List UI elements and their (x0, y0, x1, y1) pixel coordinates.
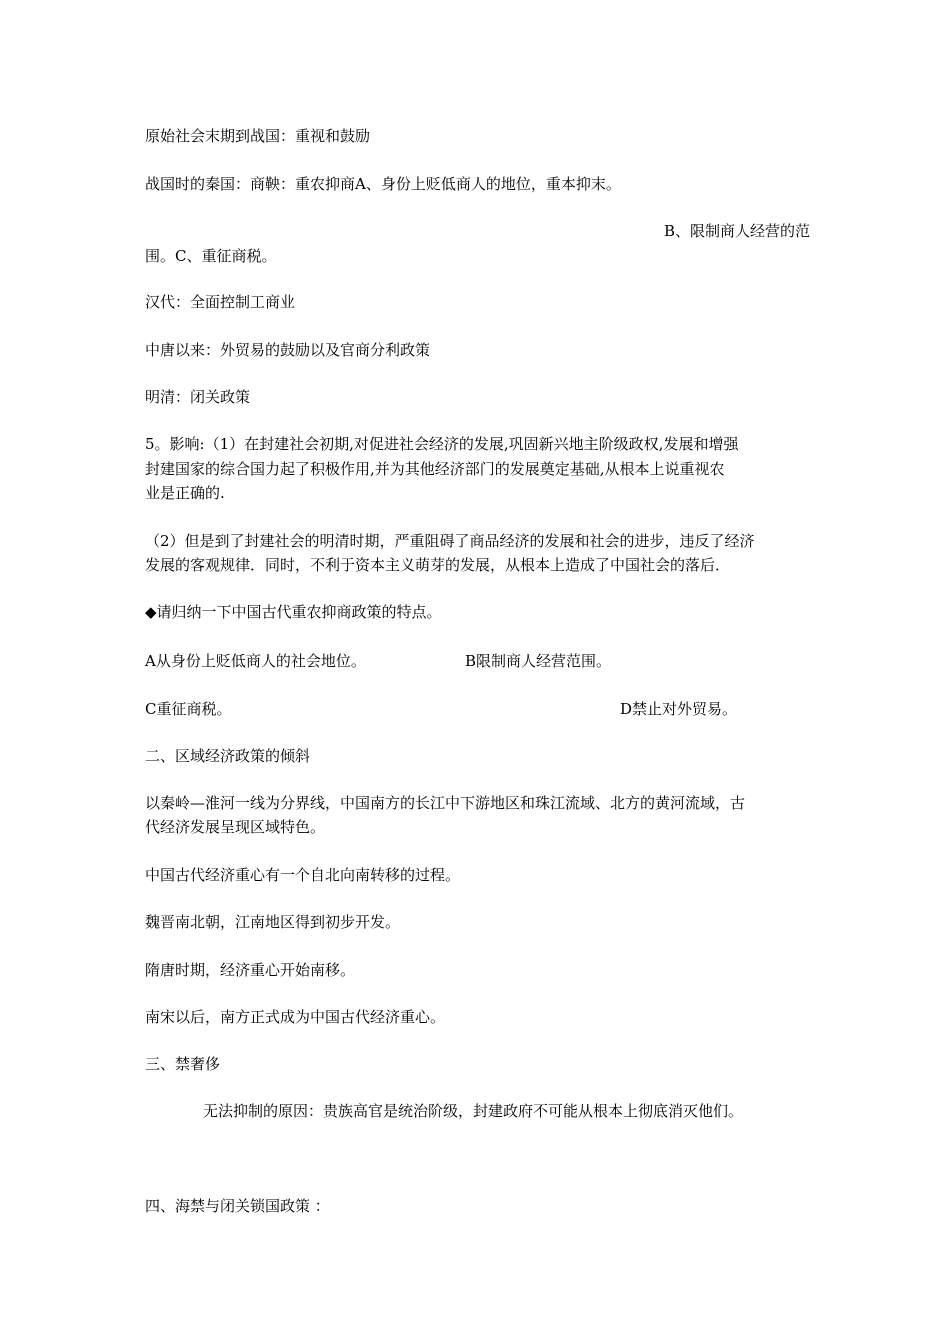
paragraph-influence-1-line-3: 业是正确的. (145, 484, 225, 502)
paragraph-features-row-1 (145, 649, 810, 673)
paragraph-summary-question: ◆请归纳一下中国古代重农抑商政策的特点。 (145, 603, 442, 621)
paragraph-luxury-reason: 无法抑制的原因：贵族高官是统治阶级，封建政府不可能从根本上彻底消灭他们。 (203, 1102, 744, 1120)
heading-ban-luxury: 三、禁奢侈 (145, 1055, 221, 1073)
paragraph-influence-2-line-1: （2）但是到了封建社会的明清时期，严重阻碍了商品经济的发展和社会的进步，违反了经济 (145, 532, 755, 550)
paragraph-primitive-to-warring-states: 原始社会末期到战国：重视和鼓励 (145, 127, 371, 145)
paragraph-mid-tang: 中唐以来：外贸易的鼓励以及官商分利政策 (145, 341, 431, 359)
paragraph-ming-qing: 明清：闭关政策 (145, 388, 251, 406)
paragraph-qinling-huaihe-line-1: 以秦岭—淮河一线为分界线，中国南方的长江中下游地区和珠江流域、北方的黄河流域，古 (145, 794, 746, 812)
paragraph-influence-1-line-1: 5。影响:（1）在封建社会初期,对促进社会经济的发展,巩固新兴地主阶级政权,发展和增强 (145, 435, 739, 453)
paragraph-features-row-2 (145, 697, 810, 721)
paragraph-sui-tang: 隋唐时期，经济重心开始南移。 (145, 961, 356, 979)
heading-regional-policy: 二、区域经济政策的倾斜 (145, 747, 311, 765)
paragraph-limit-merchant-scope-a: B、限制商人经营的范 (663, 222, 810, 240)
paragraph-influence-1-line-2: 封建国家的综合国力起了积极作用,并为其他经济部门的发展奠定基础,从根本上说重视农 (145, 460, 725, 478)
paragraph-limit-merchant-scope-b: 围。C、重征商税。 (145, 247, 277, 265)
paragraph-qinling-huaihe-line-2: 代经济发展呈现区域特色。 (145, 818, 326, 836)
feature-b: B限制商人经营范围。 (465, 652, 612, 670)
paragraph-qin-shang-yang: 战国时的秦国：商鞅：重农抑商A、身份上贬低商人的地位，重本抑末。 (145, 175, 621, 193)
heading-sea-ban: 四、海禁与闭关锁国政策 ： (145, 1197, 330, 1215)
feature-c: C重征商税。 (145, 700, 232, 718)
feature-a: A从身份上贬低商人的社会地位。 (145, 652, 366, 670)
feature-d: D禁止对外贸易。 (620, 700, 738, 718)
paragraph-influence-2-line-2: 发展的客观规律．同时，不利于资本主义萌芽的发展，从根本上造成了中国社会的落后． (145, 556, 731, 574)
paragraph-southern-song: 南宋以后，南方正式成为中国古代经济重心。 (145, 1008, 446, 1026)
paragraph-han-dynasty: 汉代：全面控制工商业 (145, 293, 296, 311)
paragraph-wei-jin: 魏晋南北朝，江南地区得到初步开发。 (145, 913, 401, 931)
paragraph-economic-center-shift: 中国古代经济重心有一个自北向南转移的过程。 (145, 866, 461, 884)
